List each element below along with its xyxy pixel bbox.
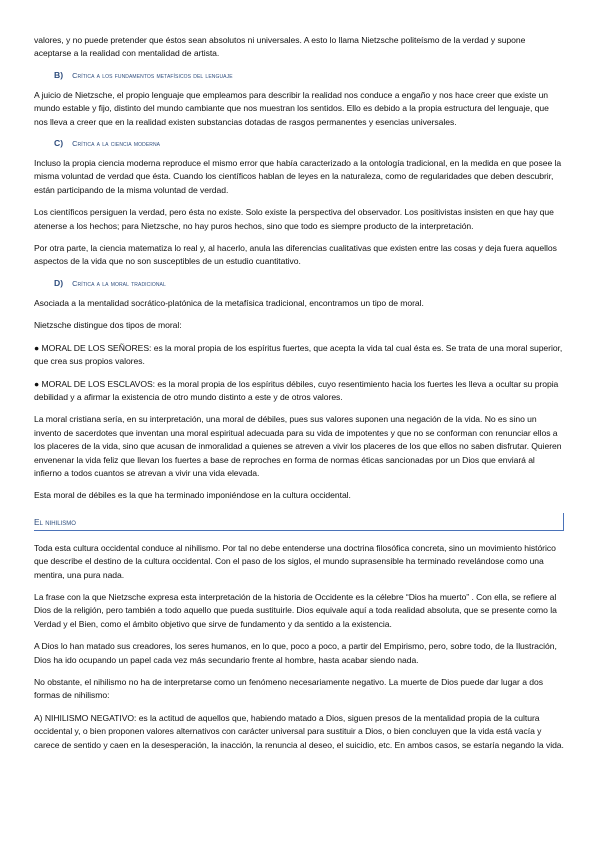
intro-paragraph — [34, 34, 564, 61]
paragraph-ciencia-2: Los científicos persiguen la verdad, pero ésta no existe. Solo existe la perspectiva del observador. Los positivistas insisten en que hay que atenerse a los hechos; para Nietzsche, no hay puros hechos, sino que todo es siempre producto de la interpretación. — [34, 207, 554, 231]
paragraph-moral-senores: ● MORAL DE LOS SEÑORES: es la moral propia de los espíritus fuertes, que acepta la vida tal cual ésta es. Se trata de una moral superior, que crea sus propios valores. — [34, 342, 563, 367]
paragraph-ciencia-1: Incluso la propia ciencia moderna reproduce el mismo error que había caracterizado a la ontología tradicional, en la medida en que posee la misma voluntad de verdad que ésta. Cuando los científicos hablan de leyes en la naturaleza, como de regularidades que deben descubrir, están participando de la misma voluntad de verdad. — [34, 158, 562, 195]
paragraph-moral-cristiana: La moral cristiana sería, en su interpretación, una moral de débiles, pues sus valores suponen una negación de la vida. No es sino un invento de sacerdotes que inventan una moral espiritual adecuada para su vida de impotentes y que no se conforman con renunciar ellos a los placeres de la vida, sino que acusan de inmoralidad a quienes se atreven a vivir los placeres de los que ellos no saben disfrutar. Quieren envenenar la vida feliz que llevan los fuertes a base de reproches en forma de normas éticas sancionadas por un Dios que enviará al infierno a todos cuantos se atrevan a vivir una vida elevada. — [34, 414, 562, 478]
subheading-d — [54, 278, 564, 288]
paragraph-nihilismo-2: La frase con la que Nietzsche expresa esta interpretación de la historia de Occidente es la célebre “Dios ha muerto” . Con ella, se refiere al Dios de la religión, pero también a todo aquello que pueda sustituirle. Dios equivale aquí a toda realidad absoluta, que se presente como la Verdad y el Bien, como el ámbito objetivo que sirve de fundamento y da sentido a la existencia. — [34, 591, 557, 629]
intro-line-1: valores, y no puede pretender que éstos sean absolutos ni universales. A esto lo llama Nietzsche politeísmo de la verdad y — [34, 35, 496, 45]
subheading-c — [54, 138, 564, 148]
subheading-title: Crítica a la moral tradicional — [72, 278, 166, 288]
section-heading-nihilismo — [34, 513, 564, 531]
subheading-letter: B) — [54, 69, 64, 80]
subheading-letter: D) — [54, 277, 64, 288]
paragraph-ciencia-3: Por otra parte, la ciencia matematiza lo real y, al hacerlo, anula las diferencias cualitativas que existen entre las cosas y deja fuera aquellos aspectos de la vida que no son susceptibles de un estudio cuantitativo. — [34, 243, 557, 267]
paragraph-nihilismo-negativo: A) NIHILISMO NEGATIVO: es la actitud de aquellos que, habiendo matado a Dios, siguen presos de la mentalidad propia de la cultura occidental y, o bien proponen valores alternativos con carácter universal para sustituir a Dios, o bien concluyen que la vida está vacía y carece de sentido y caen en la desesperación, la inacción, la renuncia al deseo, el suicidio, etc. En ambos casos, se estaría negando la vida. — [34, 712, 564, 750]
section-heading-title: El nihilismo — [34, 516, 76, 527]
paragraph-nihilismo-3: A Dios lo han matado sus creadores, los seres humanos, en lo que, poco a poco, a partir del Empirismo, pero, sobre todo, de la Ilustración, Dios ha ido ocupando un papel cada vez más secundario frente al hombre, hasta acabar siendo nada. — [34, 641, 557, 665]
intro-line-2: supone aceptarse a la realidad con mentalidad de artista. — [34, 35, 526, 59]
paragraph-moral-2: Nietzsche distingue dos tipos de moral: — [34, 320, 182, 331]
paragraph-nihilismo-1: Toda esta cultura occidental conduce al nihilismo. Por tal no debe entenderse una doctrina filosófica concreta, sino un movimiento histórico que describe el destino de la cultura occidental. Con el paso de los siglos, el mundo suprasensible ha terminado revelándose como una mentira, una pura nada. — [34, 542, 556, 580]
subheading-title: Crítica a la ciencia moderna — [72, 139, 161, 149]
subheading-title: Crítica a los fundamentos metafísicos del lenguaje — [72, 70, 233, 80]
subheading-b — [54, 70, 564, 80]
paragraph-moral-6: Esta moral de débiles es la que ha terminado imponiéndose en la cultura occidental. — [34, 490, 351, 501]
paragraph-moral-esclavos: ● MORAL DE LOS ESCLAVOS: es la moral propia de los espíritus débiles, cuyo resentimiento hacia los fuertes les lleva a ocultar su propia debilidad y a afirmar la existencia de otro mundo distinto a este y de otros valores. — [34, 378, 559, 402]
document-page — [34, 34, 564, 752]
subheading-letter: C) — [54, 138, 64, 149]
paragraph-lenguaje: A juicio de Nietzsche, el propio lenguaje que empleamos para describir la realidad nos conduce a engaño y nos hace creer que existe un mundo estable y fijo, distinto del mundo cambiante que nos muestran los sentidos. Ello es debido a la propia estructura del lenguaje, que nos lleva a creer que en la realidad existen substancias dotadas de rasgos permanentes y esencias universales. — [34, 89, 549, 127]
paragraph-moral-1: Asociada a la mentalidad socrático-platónica de la metafísica tradicional, encontramos un tipo de moral. — [34, 297, 424, 308]
paragraph-nihilismo-4: No obstante, el nihilismo no ha de interpretarse como un fenómeno necesariamente negativo. La muerte de Dios puede dar lugar a dos formas de nihilismo: — [34, 677, 543, 701]
